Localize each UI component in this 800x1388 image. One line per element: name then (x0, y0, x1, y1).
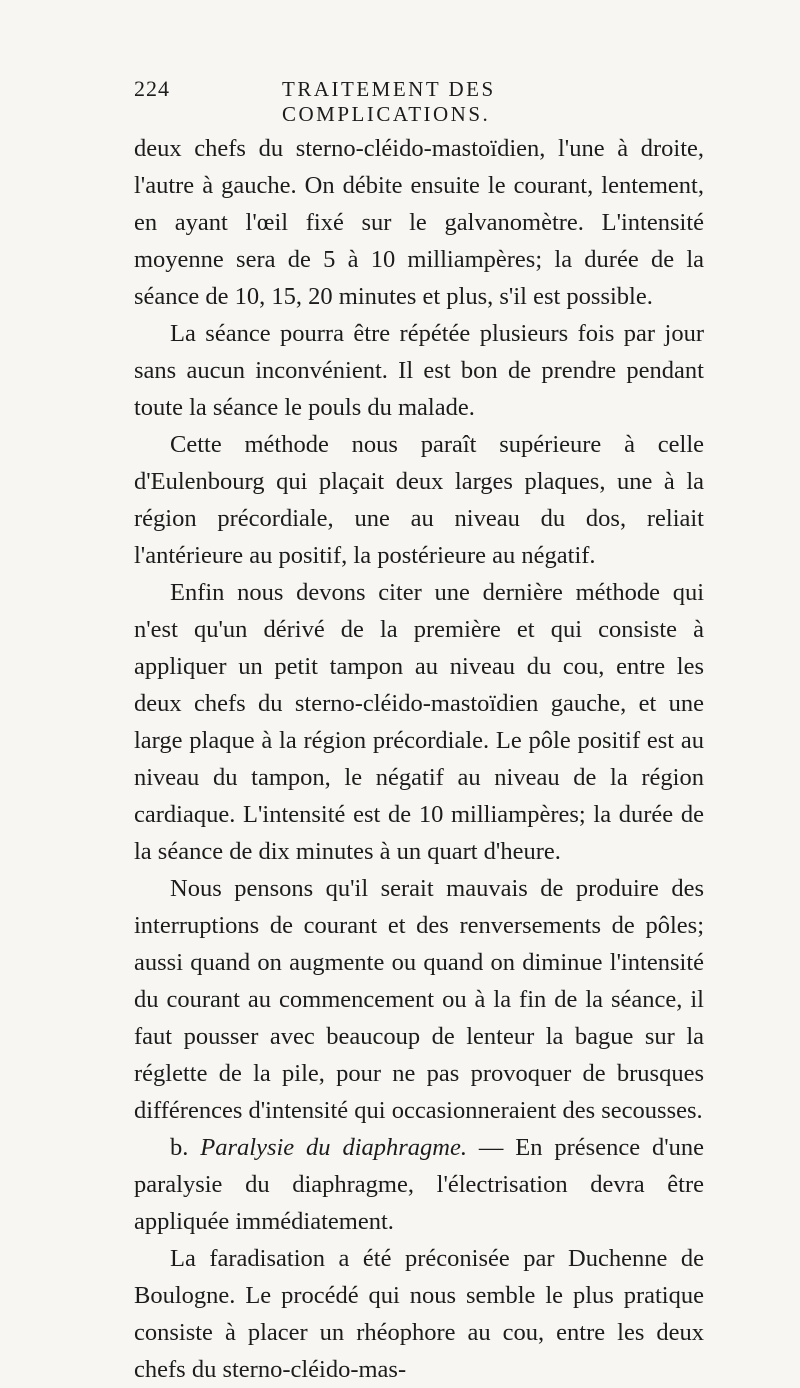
page-number: 224 (134, 76, 170, 101)
paragraph-4: Enfin nous devons citer une dernière méthode qui n'est qu'un dérivé de la première et qui consiste à appliquer un petit tampon au niveau du cou, entre les deux chefs du sterno-cléido-mastoïdien gauche, et une large plaque à la région précordiale. Le pôle positif est au niveau du tampon, le négatif au niveau de la région cardiaque. L'intensité est de 10 milliampères; la durée de la séance de dix minutes à un quart d'heure. (134, 579, 704, 865)
running-head (134, 76, 704, 126)
section-label: b. (170, 1134, 189, 1161)
paragraph-3: Cette méthode nous paraît supérieure à celle d'Eulenbourg qui plaçait deux larges plaques, une à la région précordiale, une au niveau du dos, reliait l'antérieure au positif, la postérieure au négatif. (134, 431, 704, 569)
section-heading: Paralysie du diaphragme. (200, 1134, 467, 1161)
paragraph-6 (134, 1129, 704, 1240)
paragraph-7: La faradisation a été préconisée par Duchenne de Boulogne. Le procédé qui nous semble le plus pratique consiste à placer un rhéophore au cou, entre les deux chefs du sterno-cléido-mas- (134, 1245, 704, 1383)
paragraph-5: Nous pensons qu'il serait mauvais de produire des interruptions de courant et des renversements de pôles; aussi quand on augmente ou quand on diminue l'intensité du courant au commencement ou à la fin de la séance, il faut pousser avec beaucoup de lenteur la bague sur la réglette de la pile, pour ne pas provoquer de brusques différences d'intensité qui occasionneraient des secousses. (134, 875, 704, 1124)
paragraph-2: La séance pourra être répétée plusieurs fois par jour sans aucun inconvénient. Il est bon de prendre pendant toute la séance le pouls du malade. (134, 320, 704, 421)
running-title: TRAITEMENT DES COMPLICATIONS. (282, 77, 496, 126)
section-text: — En présence d'une paralysie du diaphragme, l'électrisation devra être appliquée immédiatement. (134, 1134, 704, 1235)
body-text (134, 130, 704, 1388)
paragraph-1: deux chefs du sterno-cléido-mastoïdien, l'une à droite, l'autre à gauche. On débite ensuite le courant, lentement, en ayant l'œil fixé sur le galvanomètre. L'intensité moyenne sera de 5 à 10 milliampères; la durée de la séance de 10, 15, 20 minutes et plus, s'il est possible. (134, 135, 704, 310)
